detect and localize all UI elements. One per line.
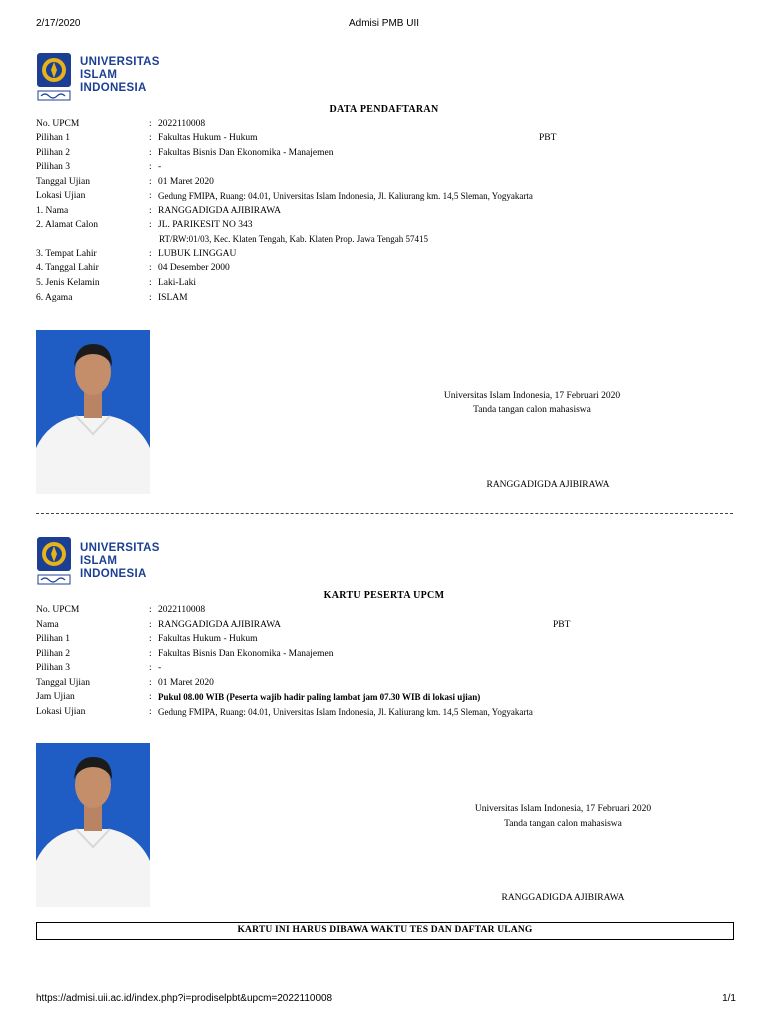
field-label: 3. Tempat Lahir [36,249,97,259]
field-value: Laki-Laki [158,278,196,288]
field-value: JL. PARIKESIT NO 343 [158,220,253,230]
sign-name: RANGGADIGDA AJIBIRAWA [501,893,625,903]
field-label: 6. Agama [36,293,73,303]
applicant-photo [36,330,150,494]
colon: : [149,148,152,158]
page-number: 1/1 [722,993,736,1004]
field-value: ISLAM [158,293,188,303]
colon: : [149,162,152,172]
field-label: 5. Jenis Kelamin [36,278,100,288]
field-value: Fakultas Hukum - Hukum [158,133,258,143]
field-label: Jam Ujian [36,692,75,702]
colon: : [149,263,152,273]
colon: : [149,634,152,644]
colon: : [149,249,152,259]
exam-time-value: Pukul 08.00 WIB (Peserta wajib hadir paling lambat jam 07.30 WIB di lokasi ujian) [158,692,481,702]
sign-caption: Tanda tangan calon mahasiswa [504,819,622,829]
logo-text-islam: ISLAM [80,555,118,567]
colon: : [149,119,152,129]
field-label: Pilihan 1 [36,634,71,644]
colon: : [149,620,152,630]
field-label: Nama [36,620,59,630]
colon: : [149,663,152,673]
field-value: 2022110008 [158,119,206,129]
field-value: Fakultas Bisnis Dan Ekonomika - Manajemen [158,148,334,158]
colon: : [149,133,152,143]
field-label: 4. Tanggal Lahir [36,263,99,273]
field-label: Pilihan 3 [36,663,71,673]
field-label: Lokasi Ujian [36,191,86,201]
colon: : [149,220,152,230]
field-value: RANGGADIGDA AJIBIRAWA [158,620,282,630]
field-value: - [158,663,162,673]
field-value: Gedung FMIPA, Ruang: 04.01, Universitas Islam Indonesia, Jl. Kaliurang km. 14,5 Sleman, Yogyakarta [158,707,533,717]
field-label: Tanggal Ujian [36,678,90,688]
uii-emblem-icon [36,53,72,103]
uii-logo [36,537,176,589]
colon: : [149,177,152,187]
uii-emblem-icon [36,537,72,587]
field-label: Tanggal Ujian [36,177,90,187]
print-date: 2/17/2020 [36,18,81,29]
applicant-photo [36,743,150,907]
card-title: KARTU PESERTA UPCM [323,590,445,601]
field-value: RANGGADIGDA AJIBIRAWA [158,206,282,216]
notice-banner: KARTU INI HARUS DIBAWA WAKTU TES DAN DAFTAR ULANG [36,922,734,940]
logo-text-universitas: UNIVERSITAS [80,56,160,68]
exam-type-tag: PBT [553,620,571,630]
field-label: 1. Nama [36,206,69,216]
field-value: 01 Maret 2020 [158,678,214,688]
cut-line [36,513,733,514]
sign-name: RANGGADIGDA AJIBIRAWA [486,480,610,490]
print-url: https://admisi.uii.ac.id/index.php?i=prodiselpbt&upcm=2022110008 [36,993,333,1004]
field-value: 01 Maret 2020 [158,177,214,187]
field-label: Lokasi Ujian [36,707,86,717]
logo-text-indonesia: INDONESIA [80,568,147,580]
colon: : [149,191,152,201]
field-value: 04 Desember 2000 [158,263,230,273]
field-value: Fakultas Bisnis Dan Ekonomika - Manajemen [158,649,334,659]
field-label: No. UPCM [36,605,80,615]
colon: : [149,206,152,216]
uii-logo [36,53,176,105]
colon: : [149,649,152,659]
field-label: Pilihan 2 [36,649,71,659]
field-value: - [158,162,162,172]
field-label: Pilihan 2 [36,148,71,158]
print-title: Admisi PMB UII [348,18,419,29]
field-value: RT/RW:01/03, Kec. Klaten Tengah, Kab. Klaten Prop. Jawa Tengah 57415 [159,234,428,244]
colon: : [149,278,152,288]
field-value: Fakultas Hukum - Hukum [158,634,258,644]
field-value: LUBUK LINGGAU [158,249,237,259]
sign-place-date: Universitas Islam Indonesia, 17 Februari 2020 [474,804,652,814]
field-label: Pilihan 1 [36,133,71,143]
registration-title: DATA PENDAFTARAN [329,104,439,115]
colon: : [149,707,152,717]
colon: : [149,678,152,688]
field-label: 2. Alamat Calon [36,220,99,230]
field-label: Pilihan 3 [36,162,71,172]
field-value: Gedung FMIPA, Ruang: 04.01, Universitas Islam Indonesia, Jl. Kaliurang km. 14,5 Sleman, Yogyakarta [158,191,533,201]
logo-text-indonesia: INDONESIA [80,82,147,94]
sign-place-date: Universitas Islam Indonesia, 17 Februari 2020 [443,391,621,401]
field-value: 2022110008 [158,605,206,615]
colon: : [149,692,152,702]
logo-text-islam: ISLAM [80,69,118,81]
field-label: No. UPCM [36,119,80,129]
colon: : [149,293,152,303]
logo-text-universitas: UNIVERSITAS [80,542,160,554]
exam-type-tag: PBT [539,133,557,143]
sign-caption: Tanda tangan calon mahasiswa [473,405,591,415]
colon: : [149,605,152,615]
